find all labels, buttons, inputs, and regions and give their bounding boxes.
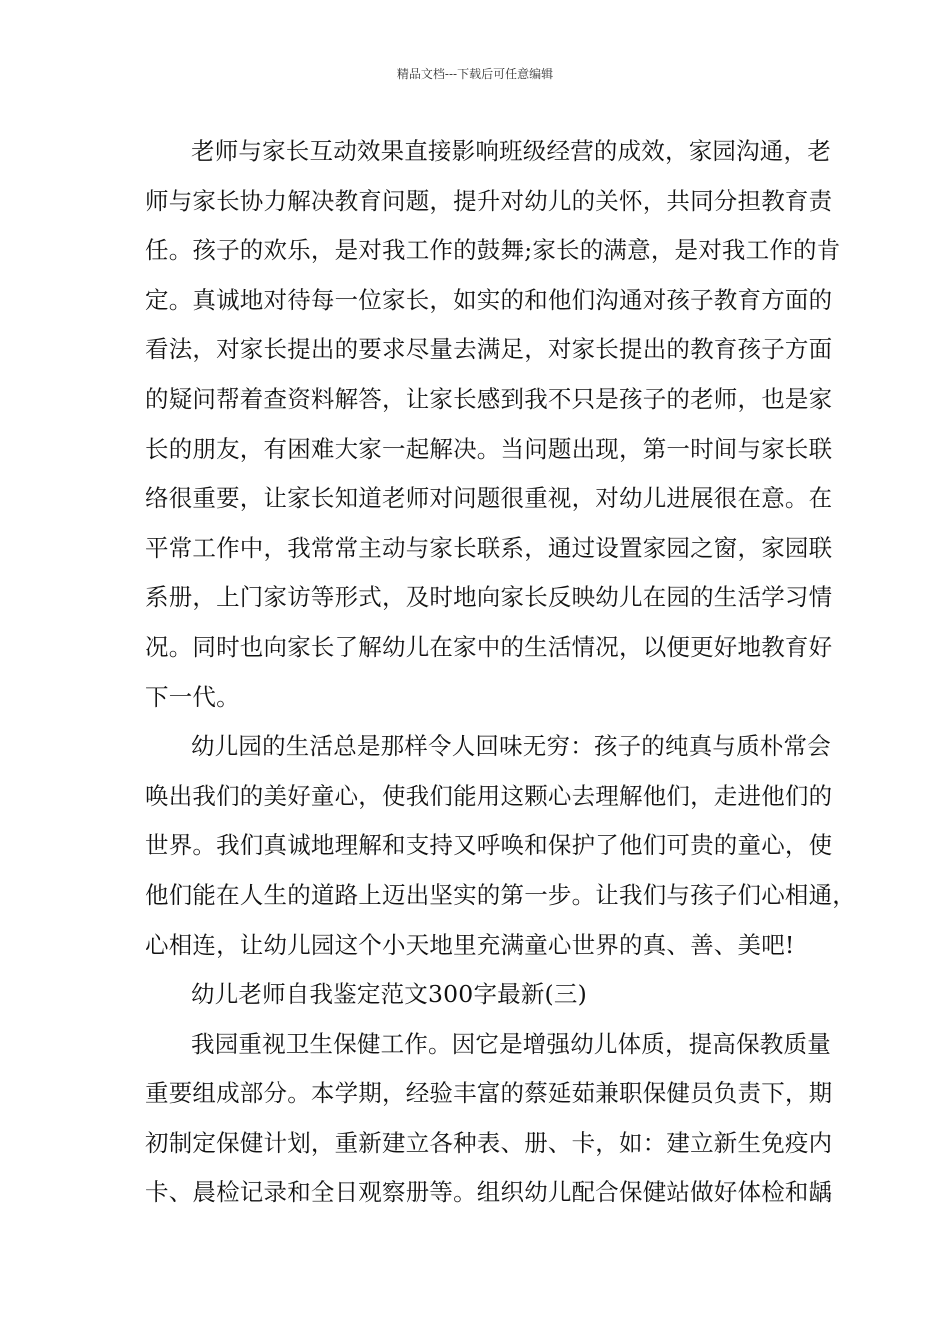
section-heading: 幼儿老师自我鉴定范文300字最新(三): [191, 980, 587, 1009]
text-line: 平常工作中，我常常主动与家长联系，通过设置家园之窗，家园联: [145, 533, 833, 562]
text-line: 长的朋友，有困难大家一起解决。当问题出现，第一时间与家长联: [145, 434, 833, 463]
text-line: 重要组成部分。本学期，经验丰富的蔡延茹兼职保健员负责下，期: [145, 1079, 833, 1108]
text-line: 幼儿园的生活总是那样令人回味无穷：孩子的纯真与质朴常会: [191, 732, 831, 761]
page-header: 精品文档---下载后可任意编辑: [396, 67, 554, 81]
text-line: 唤出我们的美好童心，使我们能用这颗心去理解他们，走进他们的: [145, 781, 833, 810]
text-line: 看法，对家长提出的要求尽量去满足，对家长提出的教育孩子方面: [145, 335, 833, 364]
text-line: 的疑问帮着查资料解答，让家长感到我不只是孩子的老师，也是家: [145, 384, 833, 413]
document-body: [145, 133, 856, 1224]
text-line: 卡、晨检记录和全日观察册等。组织幼儿配合保健站做好体检和龋: [145, 1178, 833, 1207]
text-line: 络很重要，让家长知道老师对问题很重视，对幼儿进展很在意。在: [145, 484, 833, 513]
text-line: 任。孩子的欢乐，是对我工作的鼓舞;家长的满意，是对我工作的肯: [145, 236, 841, 265]
text-line: 我园重视卫生保健工作。因它是增强幼儿体质，提高保教质量: [191, 1029, 831, 1058]
text-line: 世界。我们真诚地理解和支持又呼唤和保护了他们可贵的童心，使: [145, 831, 833, 860]
text-line: 定。真诚地对待每一位家长，如实的和他们沟通对孩子教育方面的: [145, 285, 833, 314]
text-line: 系册，上门家访等形式，及时地向家长反映幼儿在园的生活学习情: [145, 583, 833, 612]
text-line: 下一代。: [145, 682, 240, 711]
text-line: 他们能在人生的道路上迈出坚实的第一步。让我们与孩子们心相通，: [145, 880, 856, 909]
text-line: 况。同时也向家长了解幼儿在家中的生活情况，以便更好地教育好: [145, 632, 833, 661]
text-line: 初制定保健计划，重新建立各种表、册、卡，如：建立新生免疫内: [145, 1128, 833, 1157]
text-line: 老师与家长互动效果直接影响班级经营的成效，家园沟通，老: [191, 137, 831, 165]
text-line: 师与家长协力解决教育问题，提升对幼儿的关怀，共同分担教育责: [145, 186, 833, 215]
text-line: 心相连，让幼儿园这个小天地里充满童心世界的真、善、美吧!: [145, 930, 795, 959]
